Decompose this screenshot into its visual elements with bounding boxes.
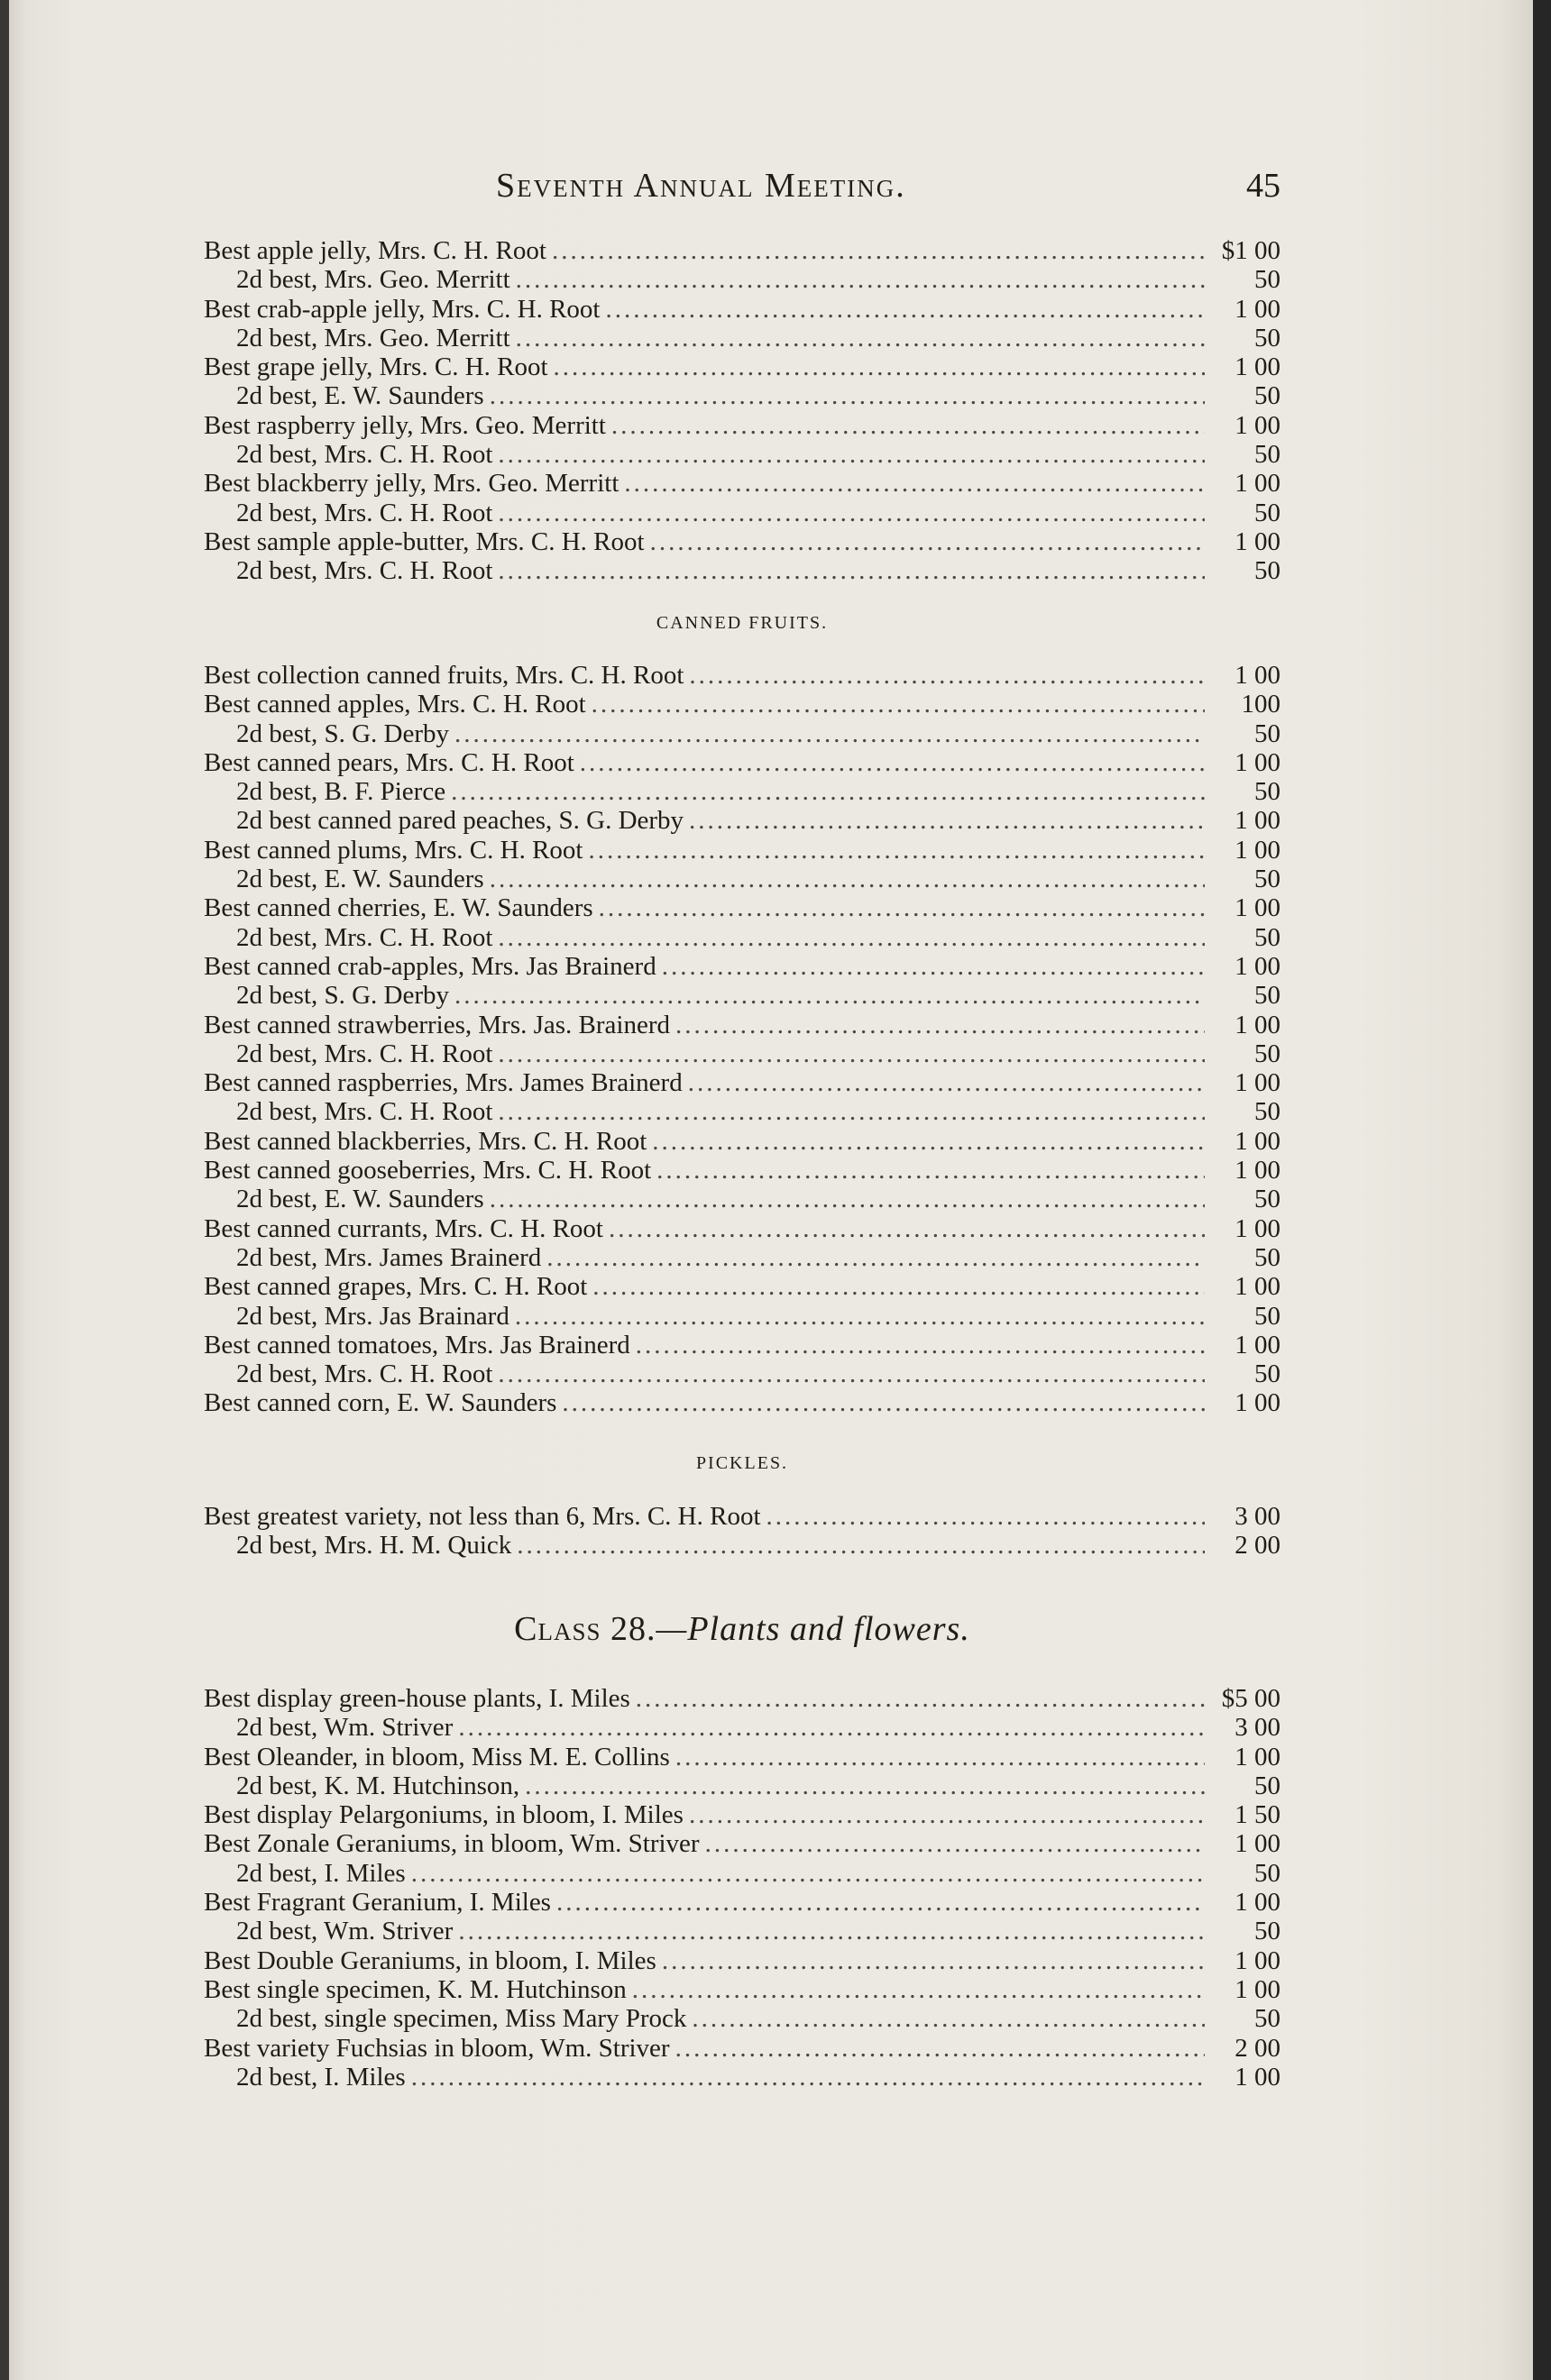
entry-label: 2d best, Mrs. James Brainerd xyxy=(236,1242,542,1272)
entry-amount: 50 xyxy=(1254,556,1280,586)
entry-amount: 50 xyxy=(1254,719,1280,748)
entry-label: Best canned apples, Mrs. C. H. Root xyxy=(204,690,586,719)
premium-entry-row xyxy=(204,1214,1280,1243)
entry-amount: 50 xyxy=(1254,1771,1280,1800)
dot-leader xyxy=(562,1388,1205,1417)
dot-leader xyxy=(498,1097,1205,1126)
entry-label: 2d best, single specimen, Miss Mary Prock xyxy=(236,2004,687,2034)
class-number: Class 28. xyxy=(514,1610,656,1648)
premium-entry-row xyxy=(204,1011,1280,1039)
entry-label: 2d best, Mrs. Jas Brainard xyxy=(236,1301,509,1331)
entry-amount: 50 xyxy=(1254,981,1280,1011)
entry-label: 2d best, K. M. Hutchinson, xyxy=(236,1771,520,1800)
premium-entry-row xyxy=(204,527,1280,556)
entry-label: Best canned strawberries, Mrs. Jas. Brainerd xyxy=(204,1010,671,1039)
entry-amount: 50 xyxy=(1254,922,1280,952)
premium-entry-row xyxy=(204,1800,1280,1829)
entry-label: Best canned grapes, Mrs. C. H. Root xyxy=(204,1272,588,1302)
dot-leader xyxy=(689,661,1205,690)
entry-amount: 2 00 xyxy=(1234,2033,1280,2063)
entry-amount: 1 00 xyxy=(1234,1330,1280,1359)
dot-leader xyxy=(592,1272,1205,1301)
dot-leader xyxy=(546,1243,1205,1272)
premium-entry-row xyxy=(204,411,1280,440)
dot-leader xyxy=(692,2004,1205,2033)
entry-amount: 50 xyxy=(1254,1359,1280,1389)
entry-amount: 50 xyxy=(1254,323,1280,352)
premium-entry-row xyxy=(204,236,1280,265)
dot-leader xyxy=(632,1975,1205,2004)
dot-leader xyxy=(589,836,1206,865)
entry-amount: $5 00 xyxy=(1221,1684,1280,1713)
entry-label: 2d best, Wm. Striver xyxy=(236,1917,454,1946)
entry-amount: 1 00 xyxy=(1234,835,1280,865)
entry-amount: 50 xyxy=(1254,1039,1280,1068)
entry-amount: 1 50 xyxy=(1234,1800,1280,1830)
dot-leader xyxy=(458,1713,1205,1742)
premium-entry-row xyxy=(204,324,1280,352)
premium-entry-row xyxy=(204,2034,1280,2063)
entry-amount: $1 00 xyxy=(1221,236,1280,265)
premium-entry-row xyxy=(204,1684,1280,1713)
dot-leader xyxy=(458,1917,1205,1945)
dot-leader xyxy=(662,952,1205,981)
entry-label: 2d best, Mrs. C. H. Root xyxy=(236,440,493,470)
dot-leader xyxy=(705,1829,1205,1858)
entry-label: 2d best, Mrs. C. H. Root xyxy=(236,1359,493,1389)
premium-entry-row xyxy=(204,295,1280,324)
dot-leader xyxy=(636,1331,1205,1359)
entry-amount: 2 00 xyxy=(1234,1531,1280,1561)
entry-label: 2d best, S. G. Derby xyxy=(236,719,450,748)
entry-amount: 1 00 xyxy=(1234,2062,1280,2092)
dot-leader xyxy=(592,690,1205,719)
dot-leader xyxy=(662,1946,1205,1975)
dot-leader xyxy=(516,324,1205,352)
dot-leader xyxy=(451,777,1205,806)
dot-leader xyxy=(675,2034,1205,2063)
dot-leader xyxy=(411,2063,1205,2092)
premium-entry-row xyxy=(204,748,1280,777)
entry-label: 2d best, Mrs. C. H. Root xyxy=(236,922,493,952)
entry-amount: 1 00 xyxy=(1234,352,1280,382)
premium-entry-row xyxy=(204,1713,1280,1742)
entry-amount: 1 00 xyxy=(1234,410,1280,440)
entry-label: 2d best, Mrs. C. H. Root xyxy=(236,498,493,527)
premium-entry-row xyxy=(204,1859,1280,1888)
entry-label: Best collection canned fruits, Mrs. C. H. Root xyxy=(204,661,684,690)
entry-label: 2d best, Wm. Striver xyxy=(236,1713,454,1743)
entry-label: 2d best, Mrs. Geo. Merritt xyxy=(236,265,510,295)
entry-amount: 1 00 xyxy=(1234,661,1280,690)
running-head: Seventh Annual Meeting. xyxy=(496,167,906,205)
entry-amount: 1 00 xyxy=(1234,1388,1280,1418)
entry-amount: 1 00 xyxy=(1234,1945,1280,1975)
entry-label: 2d best, Mrs. C. H. Root xyxy=(236,1097,493,1127)
premium-entry-row xyxy=(204,469,1280,498)
dot-leader xyxy=(498,923,1205,952)
entry-label: Best canned blackberries, Mrs. C. H. Root xyxy=(204,1126,647,1156)
page-number: 45 xyxy=(1246,167,1280,205)
entry-label: 2d best, E. W. Saunders xyxy=(236,1185,484,1214)
entry-label: Best blackberry jelly, Mrs. Geo. Merritt xyxy=(204,469,619,499)
dot-leader xyxy=(411,1859,1205,1888)
entry-amount: 100 xyxy=(1241,690,1280,719)
premium-entry-row xyxy=(204,1185,1280,1213)
entry-label: 2d best, I. Miles xyxy=(236,2062,406,2092)
dot-leader xyxy=(580,748,1205,777)
entry-amount: 50 xyxy=(1254,1097,1280,1127)
premium-entry-row xyxy=(204,352,1280,381)
entry-label: 2d best canned pared peaches, S. G. Derby xyxy=(236,806,684,836)
premium-entry-row xyxy=(204,2063,1280,2092)
entry-amount: 3 00 xyxy=(1234,1502,1280,1531)
entry-label: Best canned tomatoes, Mrs. Jas Brainerd xyxy=(204,1330,630,1359)
entry-amount: 1 00 xyxy=(1234,1272,1280,1302)
pickles-heading: PICKLES. xyxy=(695,1453,789,1473)
plants-flowers-section xyxy=(204,1684,1280,2092)
dot-leader xyxy=(490,865,1205,893)
entry-label: Best canned plums, Mrs. C. H. Root xyxy=(204,835,583,865)
premium-entry-row xyxy=(204,923,1280,952)
premium-entry-row xyxy=(204,661,1280,690)
entry-amount: 1 00 xyxy=(1234,1829,1280,1859)
dot-leader xyxy=(689,1800,1205,1829)
dot-leader xyxy=(688,1068,1205,1097)
premium-entry-row xyxy=(204,381,1280,410)
entry-amount: 1 00 xyxy=(1234,893,1280,923)
entry-amount: 50 xyxy=(1254,1301,1280,1331)
dot-leader xyxy=(498,556,1205,585)
entry-label: 2d best, Mrs. C. H. Root xyxy=(236,1039,493,1068)
entry-amount: 50 xyxy=(1254,1242,1280,1272)
entry-label: 2d best, Mrs. H. M. Quick xyxy=(236,1531,512,1561)
page-header xyxy=(198,162,1280,216)
premium-entry-row xyxy=(204,836,1280,865)
dot-leader xyxy=(766,1502,1205,1531)
entry-amount: 1 00 xyxy=(1234,806,1280,836)
dot-leader xyxy=(636,1684,1205,1713)
entry-amount: 1 00 xyxy=(1234,1213,1280,1243)
entry-amount: 1 00 xyxy=(1234,1974,1280,2004)
entry-amount: 1 00 xyxy=(1234,526,1280,556)
premium-entry-row xyxy=(204,806,1280,835)
premium-entry-row xyxy=(204,1097,1280,1126)
jellies-section xyxy=(204,236,1280,586)
premium-entry-row xyxy=(204,1888,1280,1917)
entry-label: Best Oleander, in bloom, Miss M. E. Collins xyxy=(204,1742,670,1771)
premium-entry-row xyxy=(204,1068,1280,1097)
entry-amount: 1 00 xyxy=(1234,294,1280,324)
premium-entry-row xyxy=(204,1302,1280,1331)
entry-label: 2d best, E. W. Saunders xyxy=(236,381,484,411)
entry-amount: 50 xyxy=(1254,865,1280,894)
entry-label: 2d best, E. W. Saunders xyxy=(236,865,484,894)
entry-amount: 50 xyxy=(1254,1185,1280,1214)
entry-label: Best canned currants, Mrs. C. H. Root xyxy=(204,1213,603,1243)
entry-amount: 50 xyxy=(1254,381,1280,411)
entry-amount: 50 xyxy=(1254,498,1280,527)
premium-entry-row xyxy=(204,893,1280,922)
premium-entry-row xyxy=(204,1946,1280,1975)
dot-leader xyxy=(599,893,1205,922)
canned-fruits-section xyxy=(204,661,1280,1418)
dot-leader xyxy=(675,1011,1205,1039)
entry-amount: 1 00 xyxy=(1234,1742,1280,1771)
page-binding-edge xyxy=(0,0,9,2380)
dot-leader xyxy=(556,1888,1205,1917)
entry-label: 2d best, B. F. Pierce xyxy=(236,777,446,807)
premium-entry-row xyxy=(204,440,1280,469)
entry-label: Best sample apple-butter, Mrs. C. H. Root xyxy=(204,526,645,556)
entry-label: 2d best, Mrs. Geo. Merritt xyxy=(236,323,510,352)
dot-leader xyxy=(606,295,1206,324)
premium-entry-row xyxy=(204,1331,1280,1359)
dot-leader xyxy=(611,411,1205,440)
premium-entry-row xyxy=(204,1502,1280,1531)
entry-amount: 1 00 xyxy=(1234,1888,1280,1918)
premium-entry-row xyxy=(204,1975,1280,2004)
entry-label: Best single specimen, K. M. Hutchinson xyxy=(204,1974,627,2004)
entry-label: Best apple jelly, Mrs. C. H. Root xyxy=(204,236,546,265)
dot-leader xyxy=(515,1302,1205,1331)
premium-entry-row xyxy=(204,1771,1280,1800)
dot-leader xyxy=(517,1531,1205,1560)
dot-leader xyxy=(609,1214,1205,1243)
scan-margin xyxy=(1533,0,1551,2380)
entry-label: Best display Pelargoniums, in bloom, I. Miles xyxy=(204,1800,684,1830)
entry-label: Best canned pears, Mrs. C. H. Root xyxy=(204,747,574,777)
dot-leader xyxy=(675,1743,1205,1771)
premium-entry-row xyxy=(204,1359,1280,1388)
entry-label: Best display green-house plants, I. Miles xyxy=(204,1684,630,1713)
dot-leader xyxy=(516,265,1205,294)
premium-entry-row xyxy=(204,719,1280,748)
entry-label: 2d best, Mrs. C. H. Root xyxy=(236,556,493,586)
dot-leader xyxy=(554,352,1205,381)
dot-leader xyxy=(652,1127,1205,1156)
premium-entry-row xyxy=(204,981,1280,1010)
premium-entry-row xyxy=(204,2004,1280,2033)
entry-amount: 3 00 xyxy=(1234,1713,1280,1743)
class-title: —Plants and flowers. xyxy=(656,1610,970,1648)
entry-amount: 50 xyxy=(1254,2004,1280,2034)
premium-entry-row xyxy=(204,777,1280,806)
premium-entry-row xyxy=(204,1829,1280,1858)
entry-amount: 1 00 xyxy=(1234,469,1280,499)
canned-fruits-heading: CANNED FRUITS. xyxy=(656,613,829,633)
premium-entry-row xyxy=(204,1388,1280,1417)
dot-leader xyxy=(454,719,1205,748)
dot-leader xyxy=(498,1359,1205,1388)
premium-entry-row xyxy=(204,1127,1280,1156)
premium-entry-row xyxy=(204,1039,1280,1068)
dot-leader xyxy=(552,236,1205,265)
entry-amount: 1 00 xyxy=(1234,1156,1280,1185)
dot-leader xyxy=(490,381,1205,410)
entry-label: Best canned crab-apples, Mrs. Jas Brainerd xyxy=(204,951,656,981)
entry-label: Best greatest variety, not less than 6, Mrs. C. H. Root xyxy=(204,1502,761,1531)
dot-leader xyxy=(498,499,1205,527)
entry-label: Best Double Geraniums, in bloom, I. Miles xyxy=(204,1945,656,1975)
dot-leader xyxy=(454,981,1205,1010)
entry-amount: 1 00 xyxy=(1234,1126,1280,1156)
entry-label: Best Fragrant Geranium, I. Miles xyxy=(204,1888,551,1918)
entry-amount: 1 00 xyxy=(1234,1068,1280,1098)
premium-entry-row xyxy=(204,1272,1280,1301)
entry-label: Best grape jelly, Mrs. C. H. Root xyxy=(204,352,548,382)
dot-leader xyxy=(656,1156,1205,1185)
entry-label: Best crab-apple jelly, Mrs. C. H. Root xyxy=(204,294,601,324)
premium-entry-row xyxy=(204,690,1280,719)
pickles-section xyxy=(204,1502,1280,1561)
dot-leader xyxy=(498,440,1205,469)
entry-label: Best canned gooseberries, Mrs. C. H. Root xyxy=(204,1156,652,1185)
premium-entry-row xyxy=(204,952,1280,981)
entry-amount: 50 xyxy=(1254,1858,1280,1888)
premium-entry-row xyxy=(204,499,1280,527)
entry-label: Best variety Fuchsias in bloom, Wm. Striver xyxy=(204,2033,670,2063)
premium-entry-row xyxy=(204,1917,1280,1945)
dot-leader xyxy=(490,1185,1205,1213)
dot-leader xyxy=(525,1771,1205,1800)
entry-label: 2d best, I. Miles xyxy=(236,1858,406,1888)
dot-leader xyxy=(689,806,1205,835)
entry-label: Best canned raspberries, Mrs. James Brainerd xyxy=(204,1068,683,1098)
class-28-heading xyxy=(204,1609,1280,1649)
dot-leader xyxy=(498,1039,1205,1068)
entry-amount: 1 00 xyxy=(1234,951,1280,981)
premium-entry-row xyxy=(204,265,1280,294)
entry-amount: 50 xyxy=(1254,777,1280,807)
entry-label: Best Zonale Geraniums, in bloom, Wm. Striver xyxy=(204,1829,700,1859)
entry-amount: 50 xyxy=(1254,1917,1280,1946)
premium-entry-row xyxy=(204,556,1280,585)
entry-label: Best canned cherries, E. W. Saunders xyxy=(204,893,593,923)
entry-label: 2d best, S. G. Derby xyxy=(236,981,450,1011)
entry-label: Best raspberry jelly, Mrs. Geo. Merritt xyxy=(204,410,606,440)
dot-leader xyxy=(650,527,1205,556)
dot-leader xyxy=(624,469,1205,498)
entry-amount: 50 xyxy=(1254,440,1280,470)
premium-entry-row xyxy=(204,1743,1280,1771)
premium-entry-row xyxy=(204,1156,1280,1185)
entry-amount: 1 00 xyxy=(1234,1010,1280,1039)
entry-label: Best canned corn, E. W. Saunders xyxy=(204,1388,557,1418)
premium-entry-row xyxy=(204,1243,1280,1272)
entry-amount: 50 xyxy=(1254,265,1280,295)
entry-amount: 1 00 xyxy=(1234,747,1280,777)
premium-entry-row xyxy=(204,865,1280,893)
premium-entry-row xyxy=(204,1531,1280,1560)
